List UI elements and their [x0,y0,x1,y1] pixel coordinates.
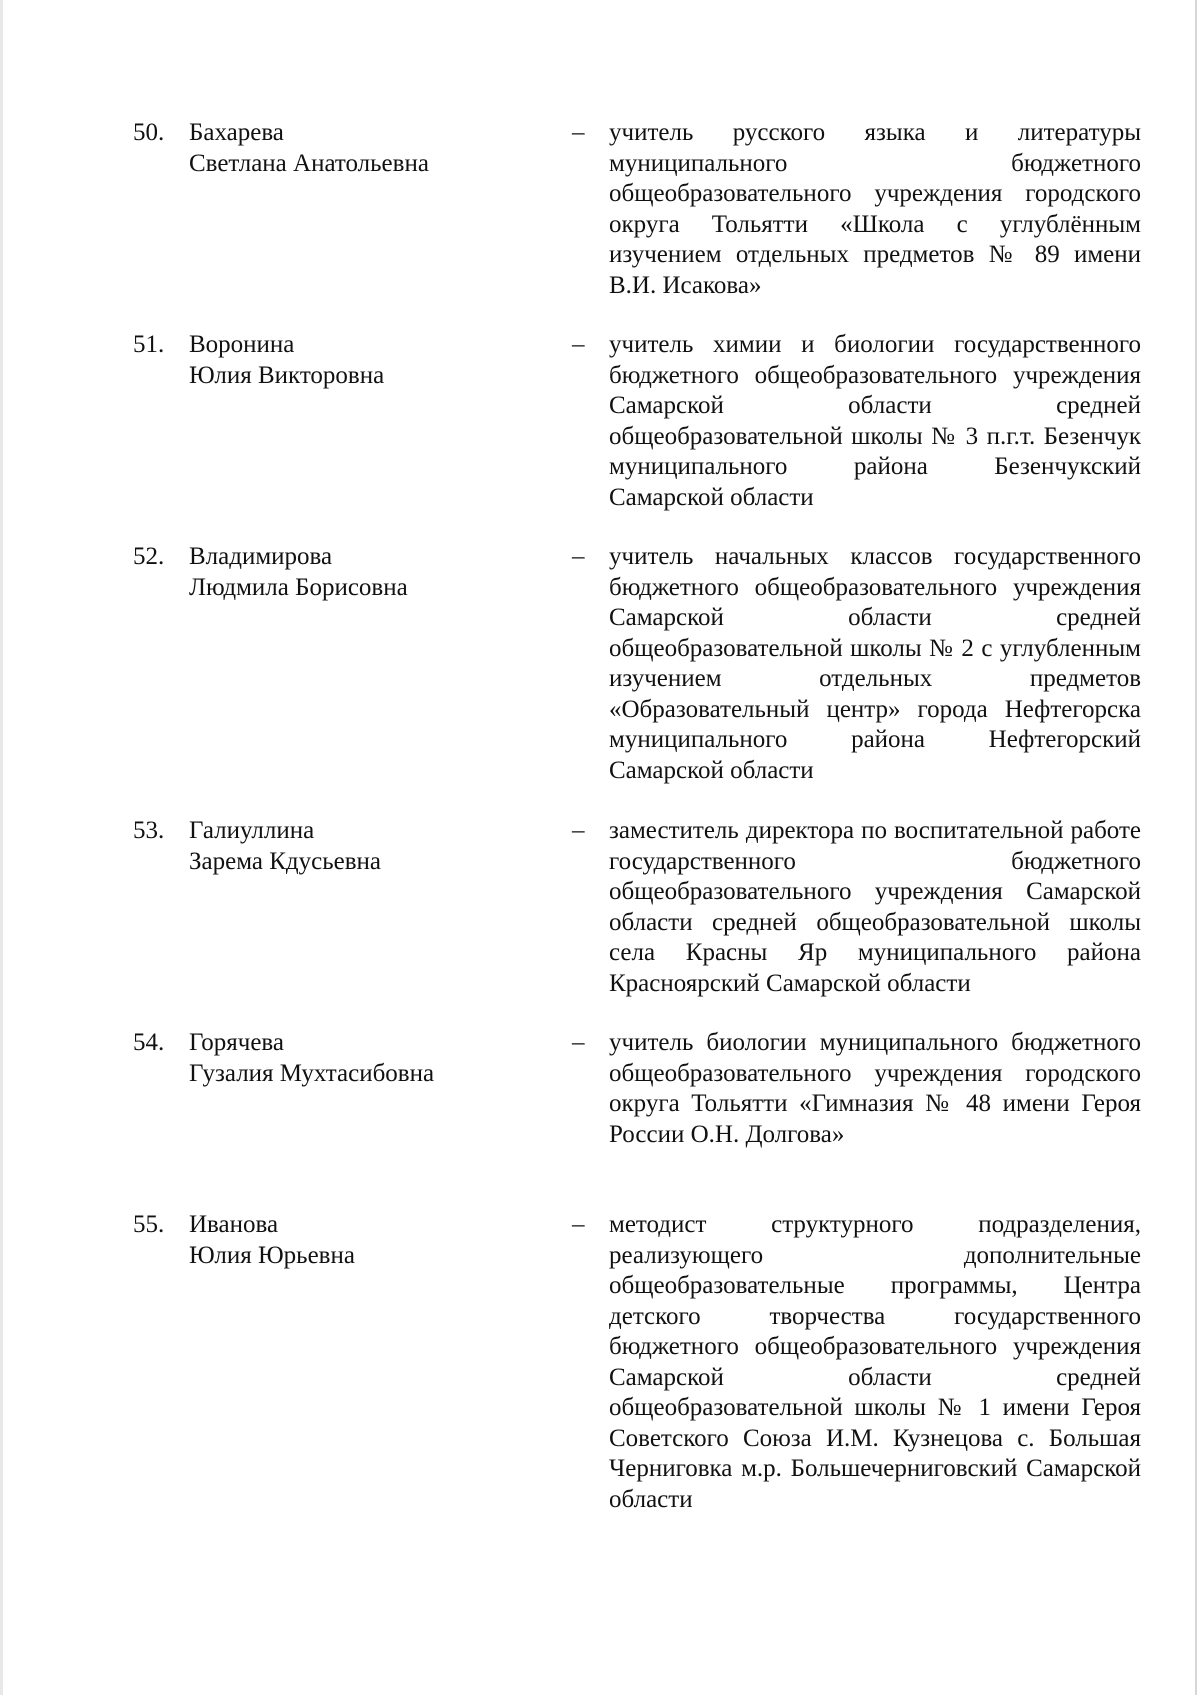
entry-number: 54. [133,1029,165,1056]
entry-number: 51. [133,331,165,358]
entry-number: 55. [133,1211,165,1238]
position-description: учитель русского языка и литературы муниципального бюджетного общеобразовательного учреждения городского округа Тольятти «Школа с углублённым изучением отдельных предметов № 89 имени В.И. Исакова» [609,119,1141,299]
person-given-names: Гузалия Мухтасибовна [189,1059,435,1087]
person-name [189,1210,549,1271]
person-name [189,542,549,603]
page-right-edge [1195,0,1197,1695]
person-name [189,1028,549,1089]
person-given-names: Юлия Юрьевна [189,1241,355,1269]
person-surname: Горячева [189,1029,284,1056]
person-surname: Воронина [189,331,295,358]
person-given-names: Светлана Анатольевна [189,149,429,177]
person-surname: Бахарева [189,119,284,146]
position-description: учитель начальных классов государственного бюджетного общеобразовательного учреждения Самарской области средней общеобразовательной школы № 2 с углубленным изучением отдельных предметов «Образовательный центр» города Нефтегорска муниципального района Нефтегорский Самарской области [609,543,1141,784]
person-surname: Владимирова [189,543,333,570]
person-given-names: Юлия Викторовна [189,361,385,389]
person-given-names: Зарема Кдусьевна [189,847,381,875]
position-description: методист структурного подразделения, реализующего дополнительные общеобразовательные программы, Центра детского творчества государственного бюджетного общеобразовательного учреждения Самарской области средней общеобразовательной школы № 1 имени Героя Советского Союза И.М. Кузнецова с. Большая Черниговка м.р. Большечерниговский Самарской области [609,1211,1141,1513]
person-name [189,118,549,179]
dash-separator: – [572,1029,585,1056]
position-description: заместитель директора по воспитательной работе государственного бюджетного общеобразовательного учреждения Самарской области средней общеобразовательной школы села Красны Яр муниципального района Красноярский Самарской области [609,817,1141,997]
dash-separator: – [572,1211,585,1238]
person-name [189,330,549,391]
person-name [189,816,549,877]
person-given-names: Людмила Борисовна [189,573,408,601]
dash-separator: – [572,817,585,844]
dash-separator: – [572,543,585,570]
position-description: учитель химии и биологии государственного бюджетного общеобразовательного учреждения Самарской области средней общеобразовательной школы № 3 п.г.т. Безенчук муниципального района Безенчукский Самарской области [609,331,1141,511]
person-surname: Галиуллина [189,817,315,844]
dash-separator: – [572,331,585,358]
entry-number: 50. [133,119,165,146]
entry-number: 52. [133,543,165,570]
person-surname: Иванова [189,1211,279,1238]
entry-number: 53. [133,817,165,844]
page-left-edge [0,0,3,1695]
dash-separator: – [572,119,585,146]
position-description: учитель биологии муниципального бюджетного общеобразовательного учреждения городского округа Тольятти «Гимназия № 48 имени Героя России О.Н. Долгова» [609,1029,1141,1148]
